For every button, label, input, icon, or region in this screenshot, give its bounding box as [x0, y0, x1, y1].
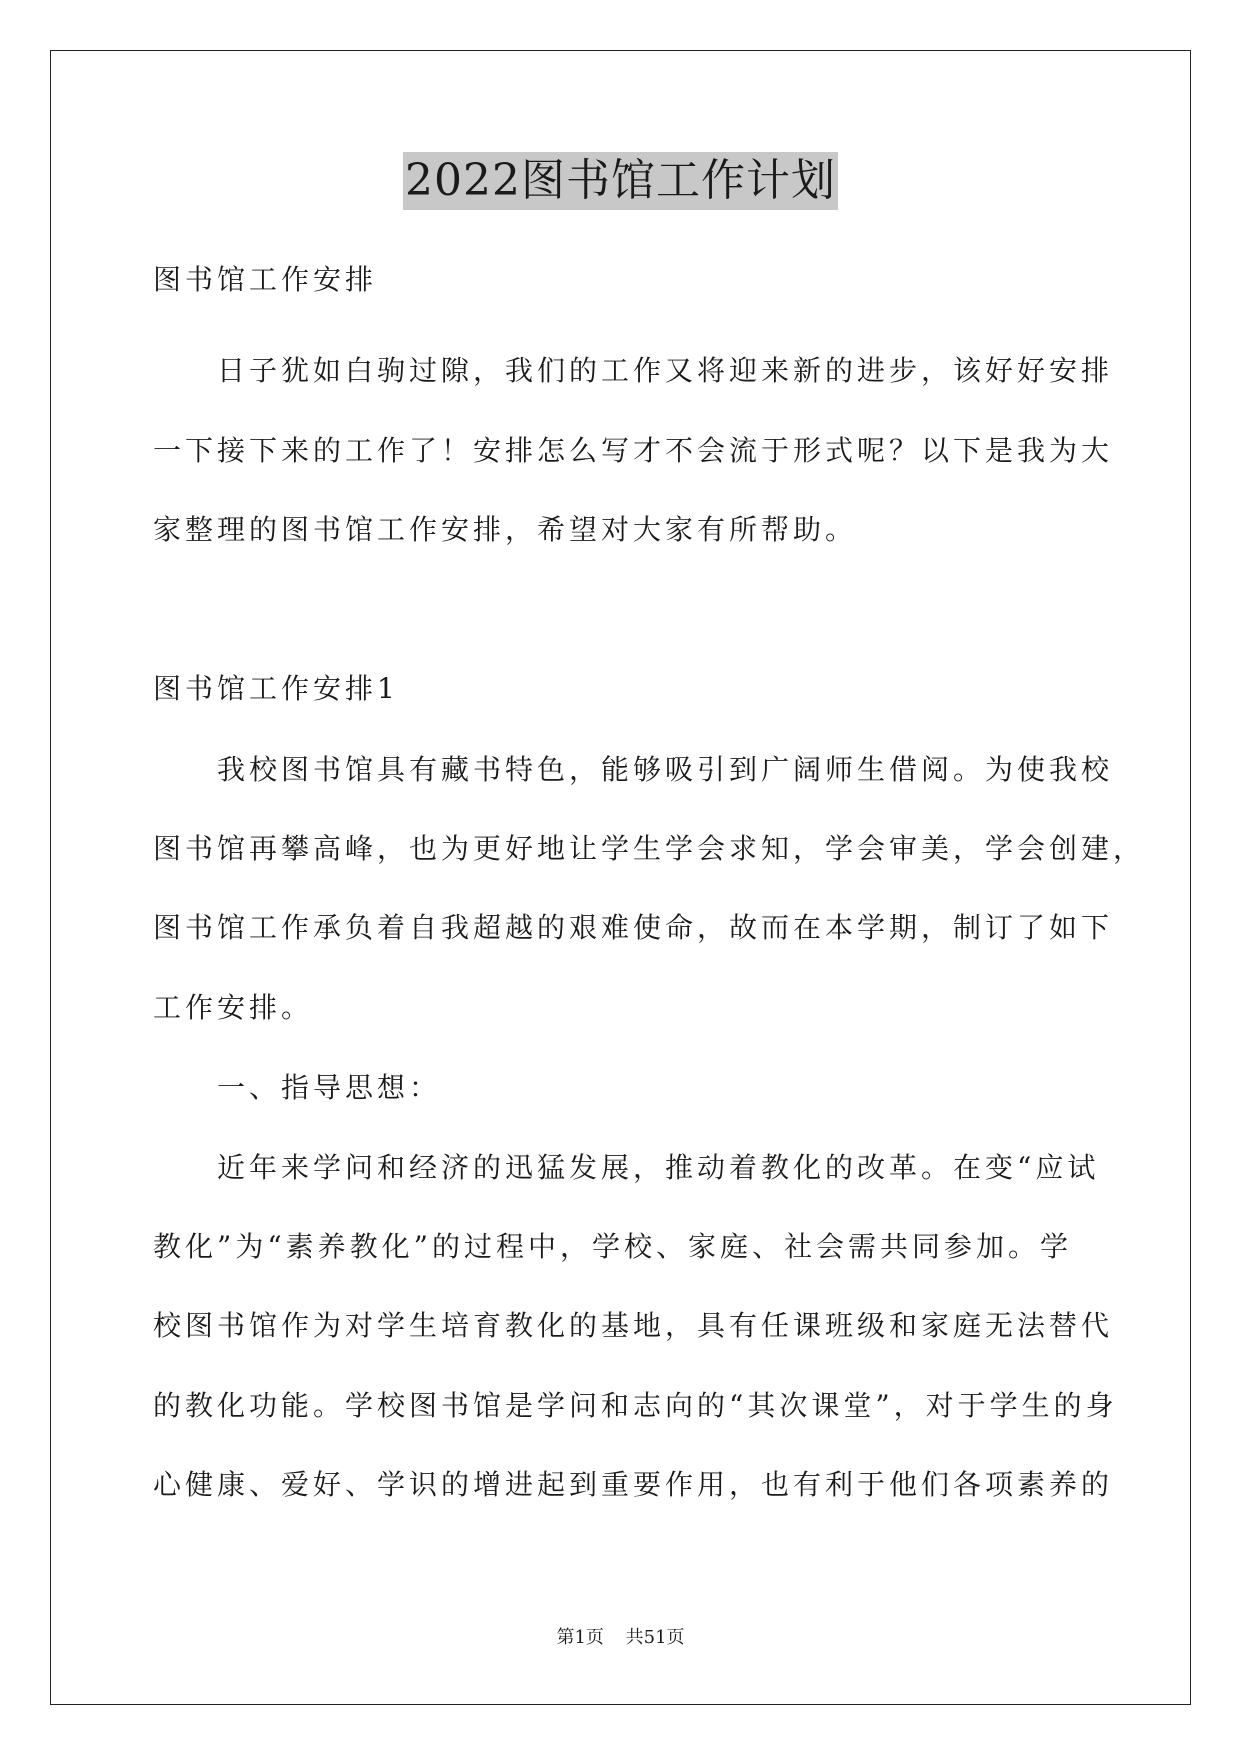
paragraph-line: 的教化功能。学校图书馆是学问和志向的“其次课堂”，对于学生的身 — [153, 1389, 1118, 1422]
document-title: 2022图书馆工作计划 — [403, 152, 838, 210]
subheading: 一、指导思想： — [153, 1071, 442, 1104]
paragraph-line: 日子犹如白驹过隙，我们的工作又将迎来新的进步，该好好安排 — [153, 354, 1114, 387]
page-total: 共51页 — [625, 1627, 685, 1648]
paragraph-line: 心健康、爱好、学识的增进起到重要作用，也有利于他们各项素养的 — [153, 1468, 1114, 1501]
paragraph-line: 图书馆工作承负着自我超越的艰难使命，故而在本学期，制订了如下 — [153, 911, 1114, 944]
paragraph-line: 工作安排。 — [153, 991, 314, 1024]
paragraph-line: 我校图书馆具有藏书特色，能够吸引到广阔师生借阅。为使我校 — [153, 753, 1114, 786]
title-container — [0, 152, 1241, 210]
section-heading: 图书馆工作安排 — [153, 263, 378, 296]
paragraph-line: 近年来学问和经济的迅猛发展，推动着教化的改革。在变“应试 — [153, 1151, 1100, 1184]
page-number: 第1页 — [556, 1627, 604, 1648]
paragraph-line: 一下接下来的工作了！安排怎么写才不会流于形式呢？以下是我为大 — [153, 434, 1114, 467]
paragraph-line: 教化”为“素养教化”的过程中，学校、家庭、社会需共同参加。学 — [153, 1230, 1072, 1263]
paragraph-line: 家整理的图书馆工作安排，希望对大家有所帮助。 — [153, 513, 858, 546]
paragraph-line: 校图书馆作为对学生培育教化的基地，具有任课班级和家庭无法替代 — [153, 1309, 1114, 1342]
section-heading: 图书馆工作安排1 — [153, 672, 399, 705]
paragraph-line: 图书馆再攀高峰，也为更好地让学生学会求知，学会审美，学会创建， — [153, 832, 1146, 865]
page-footer — [0, 1626, 1241, 1650]
